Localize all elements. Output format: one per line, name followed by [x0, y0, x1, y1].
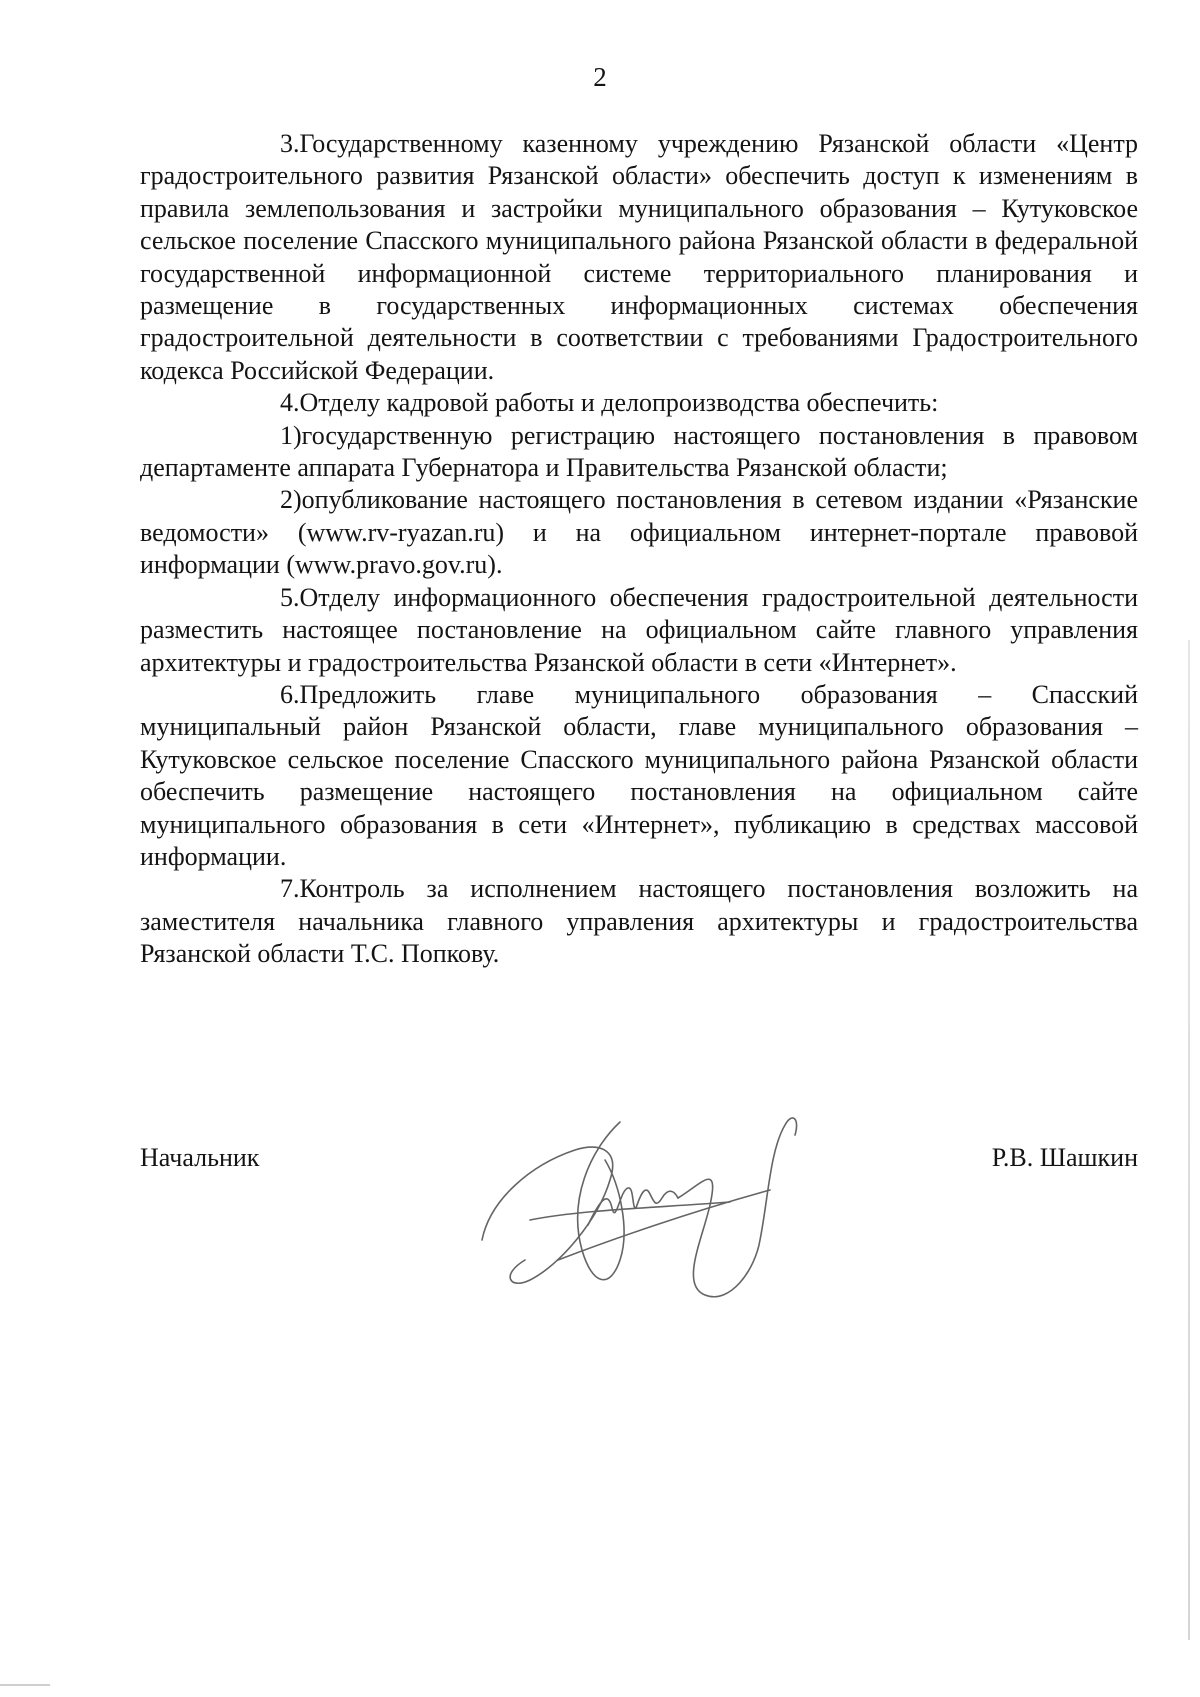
signatory-title: Начальник: [140, 1143, 260, 1172]
paragraph-3: [140, 128, 1138, 387]
signatory-name: Р.В. Шашкин: [991, 1143, 1138, 1172]
paragraph-number: 1): [280, 420, 302, 450]
paragraph-text: Государственному казенному учреждению Рязанской области «Центр градостроительного развития Рязанской области» обеспечить доступ к изменениям в правила землепользования и застройки муниципального образования – Кутуковское сельское поселение Спасского муниципального района Рязанской области в федеральной государственной информационной системе территориального планирования и размещение в государственных информационных системах обеспечения градостроительной деятельности в соответствии с требованиями Градостроительного кодекса Российской Федерации.: [140, 129, 1138, 385]
paragraph-number: 5.: [280, 582, 300, 612]
document-body: [140, 128, 1138, 971]
paragraph-4: [140, 387, 1138, 419]
signature-block: [140, 1142, 1138, 1176]
paragraph-number: 6.: [280, 679, 300, 709]
paragraph-text: государственную регистрацию настоящего постановления в правовом департаменте аппарата Губернатора и Правительства Рязанской области;: [140, 420, 1138, 483]
paragraph-number: 3.: [280, 129, 300, 158]
paragraph-5: [140, 582, 1138, 679]
paragraph-text: Отделу информационного обеспечения градостроительной деятельности разместить настоящее постановление на официальном сайте главного управления архитектуры и градостроительства Рязанской области в сети «Интернет».: [140, 582, 1138, 677]
paragraph-6: [140, 679, 1138, 873]
paragraph-number: 7.: [280, 874, 300, 904]
paragraph-number: 4.: [280, 388, 300, 418]
subparagraph-2: [140, 484, 1138, 581]
scan-edge-line: [0, 1684, 50, 1686]
paragraph-text: Предложить главе муниципального образования – Спасский муниципальный район Рязанской области, главе муниципального образования – Кутуковское сельское поселение Спасского муниципального района Рязанской области обеспечить размещение настоящего постановления на официальном сайте муниципального образования в сети «Интернет», публикацию в средствах массовой информации.: [140, 679, 1138, 871]
page-number: 2: [593, 62, 607, 92]
handwritten-signature: [470, 1090, 890, 1330]
scan-edge-line: [1188, 640, 1190, 1640]
subparagraph-1: [140, 420, 1138, 485]
paragraph-text: опубликование настоящего постановления в сетевом издании «Рязанские ведомости» (www.rv-ryazan.ru) и на официальном интернет-портале правовой информации (www.pravo.gov.ru).: [140, 485, 1138, 580]
paragraph-text: Отделу кадровой работы и делопроизводства обеспечить:: [299, 388, 939, 418]
paragraph-7: [140, 873, 1138, 970]
paragraph-text: Контроль за исполнением настоящего постановления возложить на заместителя начальника главного управления архитектуры и градостроительства Рязанской области Т.С. Попкову.: [140, 874, 1138, 969]
paragraph-number: 2): [280, 485, 302, 515]
